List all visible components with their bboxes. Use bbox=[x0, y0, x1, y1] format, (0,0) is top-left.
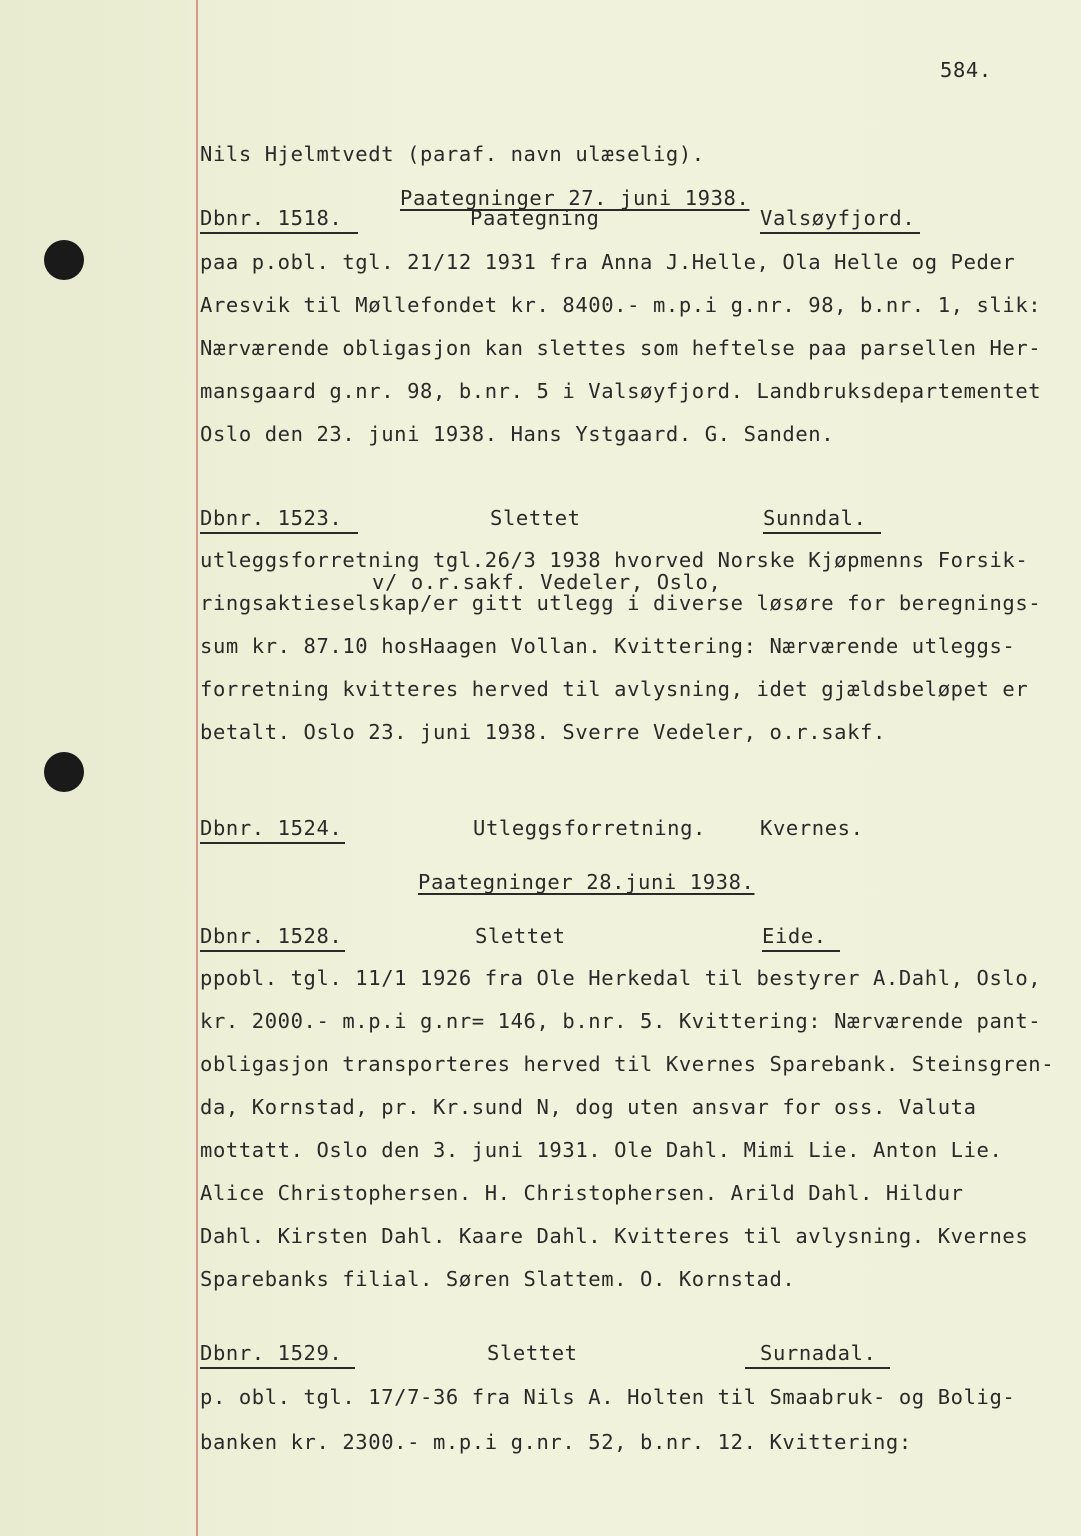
entry-action: Utleggsforretning. bbox=[473, 816, 706, 840]
entry-text-line: Alice Christophersen. H. Christophersen. Arild Dahl. Hildur bbox=[200, 1181, 964, 1205]
underline bbox=[200, 950, 345, 952]
underline bbox=[763, 532, 881, 534]
entry-text-line: utleggsforretning tgl.26/3 1938 hvorved Norske Kjøpmenns Forsik- bbox=[200, 548, 1029, 572]
entry-place: Eide. bbox=[762, 924, 827, 948]
underline bbox=[762, 950, 840, 952]
punch-hole bbox=[44, 240, 84, 280]
entry-text-line: banken kr. 2300.- m.p.i g.nr. 52, b.nr. 12. Kvittering: bbox=[200, 1430, 912, 1454]
entry-text-line: kr. 2000.- m.p.i g.nr= 146, b.nr. 5. Kvittering: Nærværende pant- bbox=[200, 1009, 1042, 1033]
page-number: 584. bbox=[940, 58, 992, 82]
underline bbox=[200, 232, 358, 234]
entry-text-line: mansgaard g.nr. 98, b.nr. 5 i Valsøyfjord. Landbruksdepartementet bbox=[200, 379, 1042, 403]
entry-place: Surnadal. bbox=[760, 1341, 877, 1365]
entry-action: Paategning bbox=[470, 206, 600, 230]
insert-note: v/ o.r.sakf. Vedeler, Oslo, bbox=[372, 570, 722, 594]
entry-action: Slettet bbox=[487, 1341, 578, 1365]
entry-text-line: obligasjon transporteres herved til Kvernes Sparebank. Steinsgren- bbox=[200, 1052, 1055, 1076]
underline bbox=[760, 232, 920, 234]
entry-text-line: Sparebanks filial. Søren Slattem. O. Kornstad. bbox=[200, 1267, 796, 1291]
section-heading: Paategninger 28.juni 1938. bbox=[418, 870, 755, 894]
underline bbox=[200, 1367, 355, 1369]
entry-dbnr: Dbnr. 1524. bbox=[200, 816, 343, 840]
entry-dbnr: Dbnr. 1528. bbox=[200, 924, 343, 948]
entry-dbnr: Dbnr. 1523. bbox=[200, 506, 343, 530]
entry-text-line: Nærværende obligasjon kan slettes som heftelse paa parsellen Her- bbox=[200, 336, 1042, 360]
entry-dbnr: Dbnr. 1518. bbox=[200, 206, 343, 230]
entry-text-line: Oslo den 23. juni 1938. Hans Ystgaard. G. Sanden. bbox=[200, 422, 835, 446]
entry-text-line: ringsaktieselskap/er gitt utlegg i diverse løsøre for beregnings- bbox=[200, 591, 1042, 615]
entry-text-line: da, Kornstad, pr. Kr.sund N, dog uten ansvar for oss. Valuta bbox=[200, 1095, 977, 1119]
entry-text-line: sum kr. 87.10 hosHaagen Vollan. Kvittering: Nærværende utleggs- bbox=[200, 634, 1016, 658]
underline bbox=[200, 842, 345, 844]
entry-text-line: ppobl. tgl. 11/1 1926 fra Ole Herkedal til bestyrer A.Dahl, Oslo, bbox=[200, 966, 1042, 990]
entry-text-line: p. obl. tgl. 17/7-36 fra Nils A. Holten til Smaabruk- og Bolig- bbox=[200, 1385, 1016, 1409]
punch-hole bbox=[44, 752, 84, 792]
entry-action: Slettet bbox=[475, 924, 566, 948]
underline bbox=[745, 1367, 890, 1369]
entry-text-line: mottatt. Oslo den 3. juni 1931. Ole Dahl. Mimi Lie. Anton Lie. bbox=[200, 1138, 1003, 1162]
entry-action: Slettet bbox=[490, 506, 581, 530]
entry-place: Valsøyfjord. bbox=[760, 206, 916, 230]
entry-text-line: forretning kvitteres herved til avlysning, idet gjældsbeløpet er bbox=[200, 677, 1029, 701]
entry-text-line: Aresvik til Møllefondet kr. 8400.- m.p.i g.nr. 98, b.nr. 1, slik: bbox=[200, 293, 1042, 317]
underline bbox=[200, 532, 358, 534]
entry-place: Sunndal. bbox=[763, 506, 867, 530]
margin-line bbox=[196, 0, 198, 1536]
entry-place: Kvernes. bbox=[760, 816, 864, 840]
entry-text-line: Dahl. Kirsten Dahl. Kaare Dahl. Kvitteres til avlysning. Kvernes bbox=[200, 1224, 1029, 1248]
entry-text-line: paa p.obl. tgl. 21/12 1931 fra Anna J.Helle, Ola Helle og Peder bbox=[200, 250, 1016, 274]
section-heading: Paategninger 27. juni 1938. bbox=[400, 186, 750, 210]
entry-text-line: betalt. Oslo 23. juni 1938. Sverre Vedeler, o.r.sakf. bbox=[200, 720, 886, 744]
signature-line: Nils Hjelmtvedt (paraf. navn ulæselig). bbox=[200, 142, 705, 166]
entry-dbnr: Dbnr. 1529. bbox=[200, 1341, 343, 1365]
